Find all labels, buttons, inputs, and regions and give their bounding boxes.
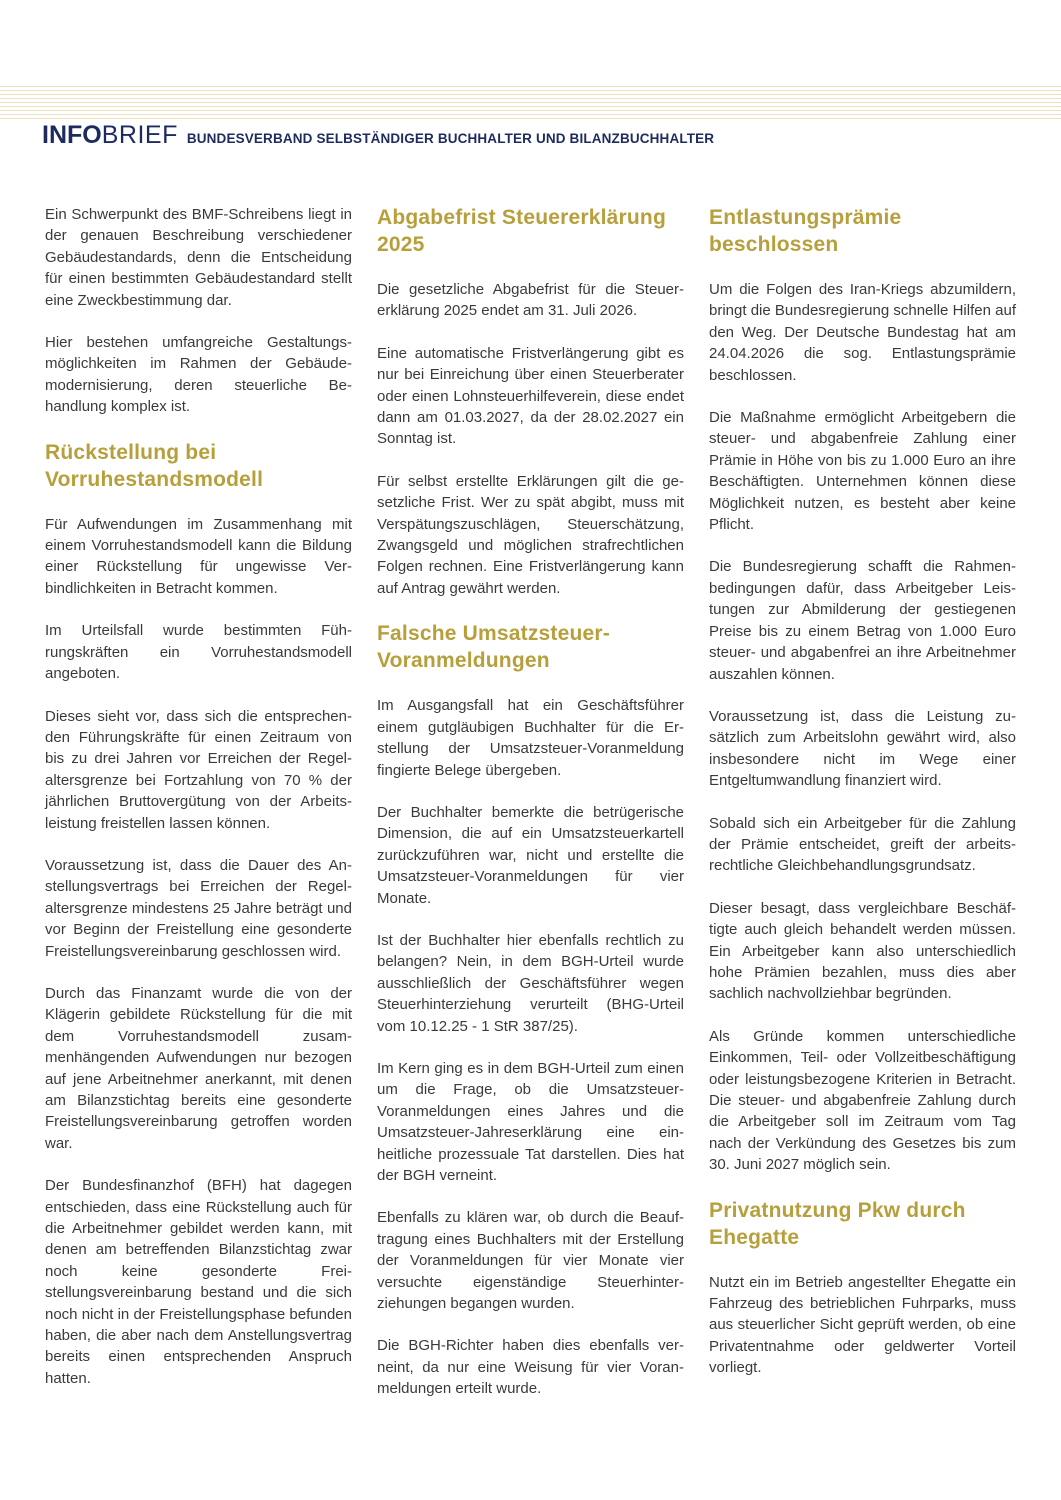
paragraph: Eine automatische Fristverlängerung gibt es nur bei Einreichung über einen Steuerberater oder einen Lohnsteuerhilfeverein, diese endet dann am 01.03.2027, da der 28.02.2027 ein Sonntag ist.	[377, 344, 684, 448]
section-heading: Abgabefrist Steuererklärung 2025	[377, 206, 666, 256]
paragraph: Der Bundesfinanzhof (BFH) hat dagegen entschieden, dass eine Rückstellung auch für die Arbeitnehmer gebildet werden kann, mit denen am betreffenden Bilanzstichtag zwar noch keine gesonderte Freistellungsvereinbarung bestand und die sich noch nicht in der Freistellungsphase befunden haben, die aber nach dem Anstellungsvertrag bereits einen entsprechenden Anspruch hatten.	[45, 1177, 352, 1387]
paragraph: Hier bestehen umfangreiche Gestaltungsmöglichkeiten im Rahmen der Gebäudemodernisierung, deren steuerliche Behandlung komplex ist.	[45, 334, 352, 416]
paragraph: Sobald sich ein Arbeitgeber für die Zahlung der Prämie entscheidet, greift der arbeitsrechtliche Gleichbehandlungsgrundsatz.	[709, 814, 1016, 875]
paragraph: Die Bundesregierung schafft die Rahmenbedingungen dafür, dass Arbeitgeber Leistungen zur Abmilderung der gestiegenen Preise bis zu einem Betrag von 1.000 Euro steuer- und abgabenfrei an ihre Arbeitnehmer auszahlen können.	[709, 558, 1016, 683]
paragraph: Dieses sieht vor, dass sich die entsprechenden Führungskräfte für einen Zeitraum von bis zu drei Jahren vor Erreichen der Regelaltersgrenze bei Fortzahlung von 70 % der jährlichen Bruttovergütung von der Arbeitsleistung freistellen lassen können.	[45, 707, 352, 832]
paragraph: Im Kern ging es in dem BGH-Urteil zum einen um die Frage, ob die Umsatzsteuer-Voranmeldungen eines Jahres und die Umsatzsteuer-Jahreserklärung eine einheitliche prozessuale Tat darstellen. Dies hat der BGH verneint.	[377, 1059, 684, 1184]
column-1	[45, 204, 352, 1410]
paragraph: Dieser besagt, dass vergleichbare Beschäftigte auch gleich behandelt werden müssen. Ein Arbeitgeber kann also unterschiedlich hohe Prämien bezahlen, muss dies aber sachlich nachvollziehbar begründen.	[709, 899, 1016, 1003]
paragraph: Für Aufwendungen im Zusammenhang mit einem Vorruhestandsmodell kann die Bildung einer Rückstellung für ungewisse Verbindlichkeiten in Betracht kommen.	[45, 515, 352, 597]
column-2	[377, 204, 684, 1421]
paragraph: Nutzt ein im Betrieb angestellter Ehegatte ein Fahrzeug des betrieblichen Fuhrparks, muss aus steuerlicher Sicht geprüft werden, ob eine Privatentnahme oder geldwerter Vorteil vorliegt.	[709, 1273, 1016, 1377]
paragraph: Der Buchhalter bemerkte die betrügerische Dimension, die auf ein Umsatzsteuerkartell zurückzuführen war, nicht und erstellte die Umsatzsteuer-Voranmeldungen für vier Monate.	[377, 803, 684, 907]
brand-info: INFO	[42, 121, 102, 149]
paragraph: Für selbst erstellte Erklärungen gilt die gesetzliche Frist. Wer zu spät abgibt, muss mit Verspätungszuschlägen, Steuerschätzung, Zwangsgeld und möglichen strafrechtlichen Folgen rechnen. Eine Fristverlängerung kann auf Antrag gewährt werden.	[377, 472, 684, 597]
section-heading: Privatnutzung Pkw durch Ehegatte	[709, 1198, 966, 1249]
column-3	[709, 204, 1016, 1400]
section-heading: Entlastungsprämie beschlossen	[709, 206, 902, 256]
paragraph: Die gesetzliche Abgabefrist für die Steuererklärung 2025 endet am 31. Juli 2026.	[377, 281, 684, 320]
paragraph: Ist der Buchhalter hier ebenfalls rechtlich zu belangen? Nein, in dem BGH-Urteil wurde ausschließlich der Geschäftsführer wegen Steuerhinterziehung verurteilt (BHG-Urteil vom 10.12.25 - 1 StR 387/25).	[377, 931, 684, 1035]
header-stripes	[0, 86, 1061, 120]
paragraph: Im Ausgangsfall hat ein Geschäftsführer einem gutgläubigen Buchhalter für die Erstellung der Umsatzsteuer-Voranmeldung fingierte Belege übergeben.	[377, 697, 684, 779]
brand-brief: BRIEF	[101, 121, 178, 149]
section-heading: Rückstellung bei Vorruhestandsmodell	[45, 440, 264, 491]
organization-name: BUNDESVERBAND SELBSTÄNDIGER BUCHHALTER UND BILANZBUCHHALTER	[186, 131, 715, 146]
paragraph: Um die Folgen des Iran-Kriegs abzumildern, bringt die Bundesregierung schnelle Hilfen auf den Weg. Der Deutsche Bundestag hat am 24.04.2026 die sog. Entlastungsprämie beschlossen.	[709, 281, 1016, 384]
paragraph: Im Urteilsfall wurde bestimmten Führungskräften ein Vorruhestandsmodell angeboten.	[45, 622, 352, 683]
paragraph: Als Gründe kommen unterschiedliche Einkommen, Teil- oder Vollzeitbeschäftigung oder leistungsbezogene Kriterien in Betracht. Die steuer- und abgabenfreie Zahlung durch die Arbeitgeber soll im Zeitraum vom Tag nach der Verkündung des Gesetzes bis zum 30. Juni 2027 möglich sein.	[709, 1027, 1016, 1174]
masthead	[42, 121, 714, 157]
paragraph: Voraussetzung ist, dass die Dauer des Anstellungsvertrags bei Erreichen der Regelaltersgrenze mindestens 25 Jahre beträgt und vor Beginn der Freistellung eine gesonderte Freistellungsvereinbarung geschlossen wird.	[45, 856, 352, 960]
paragraph: Durch das Finanzamt wurde die von der Klägerin gebildete Rückstellung für die mit dem Vorruhestandsmodell zusammenhängenden Aufwendungen nur bezogen auf jene Arbeitnehmer anerkannt, mit denen am Bilanzstichtag bereits eine gesonderte Freistellungsvereinbarung getroffen worden war.	[45, 984, 352, 1152]
paragraph: Voraussetzung ist, dass die Leistung zusätzlich zum Arbeitslohn gewährt wird, also insbesondere nicht im Wege einer Entgeltumwandlung finanziert wird.	[709, 707, 1016, 790]
paragraph: Die BGH-Richter haben dies ebenfalls verneint, da nur eine Weisung für vier Voranmeldungen erteilt wurde.	[377, 1337, 684, 1398]
section-heading: Falsche Umsatzsteuer-Voranmeldungen	[377, 622, 610, 673]
paragraph: Die Maßnahme ermöglicht Arbeitgebern die steuer- und abgabenfreie Zahlung einer Prämie in Höhe von bis zu 1.000 Euro an ihre Beschäftigten. Unternehmen können diese Möglichkeit nutzen, es besteht aber keine Pflicht.	[709, 409, 1016, 534]
paragraph: Ebenfalls zu klären war, ob durch die Beauftragung eines Buchhalters mit der Erstellung der Voranmeldungen für vier Monate vier versuchte eigenständige Steuerhinterziehungen begangen wurden.	[377, 1209, 684, 1313]
paragraph: Ein Schwerpunkt des BMF-Schreibens liegt in der genauen Beschreibung verschiedener Gebäudestandards, denn die Entscheidung für einen bestimmten Gebäudestandard stellt eine Zweckbestimmung dar.	[45, 206, 352, 309]
